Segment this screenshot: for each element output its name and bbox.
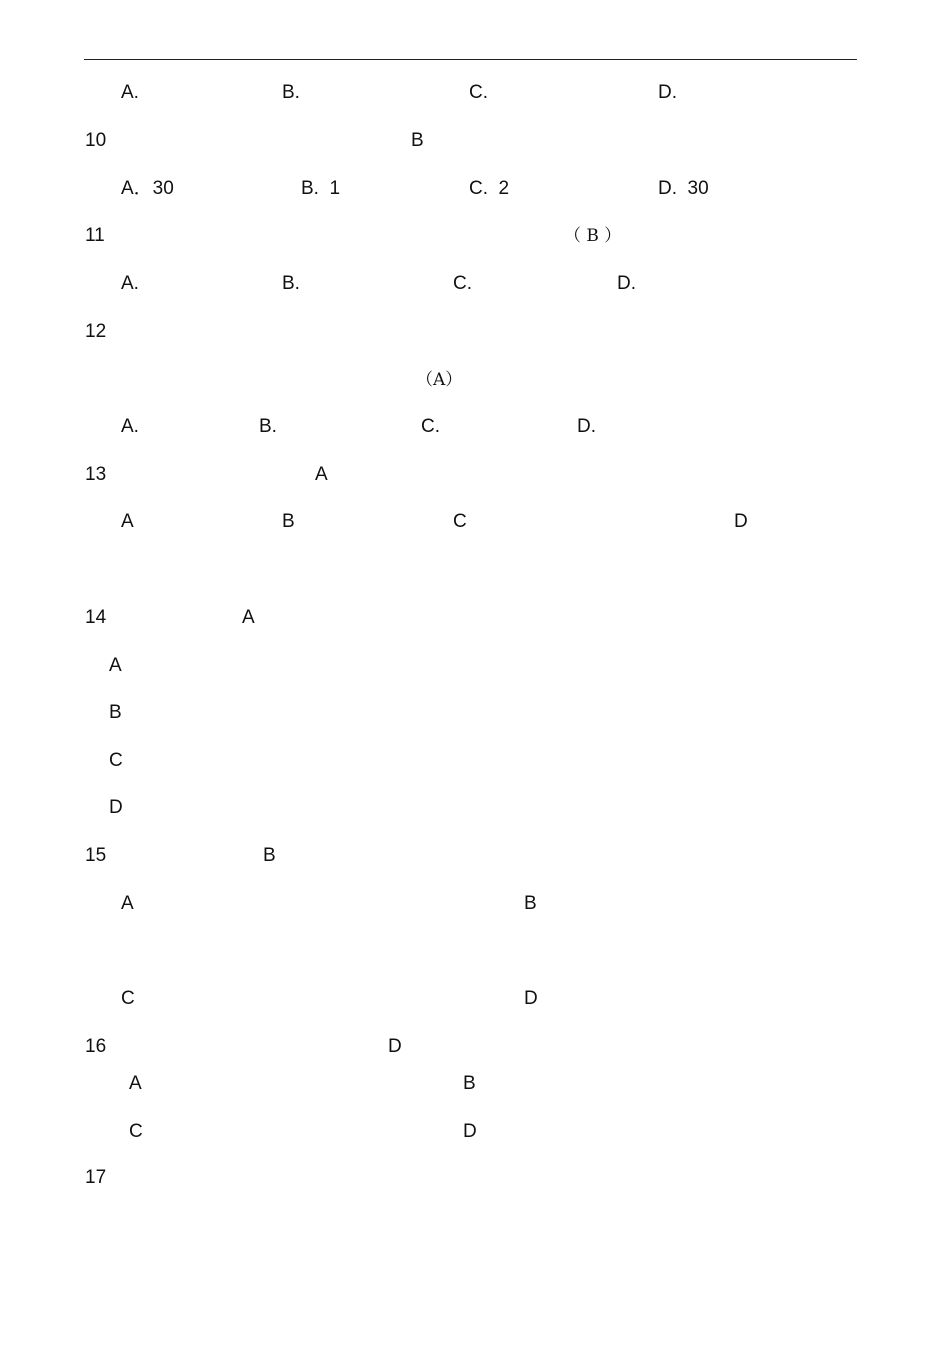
q9-option-b: B.: [282, 82, 300, 103]
q15-option-d: D: [524, 988, 538, 1009]
q12-option-c: C.: [421, 416, 440, 437]
q13-number: 13: [85, 464, 107, 485]
q12-option-a: A.: [121, 416, 139, 437]
q16-option-b: B: [463, 1073, 476, 1094]
q16-option-a: A: [129, 1073, 142, 1094]
q13-answer: A: [315, 464, 328, 485]
header-rule: [84, 59, 857, 60]
q10-option-b: B. 1: [301, 178, 341, 199]
q15-option-c: C: [121, 988, 135, 1009]
q14-option-d: D: [109, 797, 123, 818]
q14-option-c: C: [109, 750, 123, 771]
q13-option-c: C: [453, 511, 467, 532]
q12-answer: （A）: [416, 370, 463, 390]
q9-option-d: D.: [658, 82, 677, 103]
q10-answer: B: [411, 130, 424, 151]
q17-number: 17: [85, 1167, 107, 1188]
q9-option-c: C.: [469, 82, 488, 103]
q14-number: 14: [85, 607, 107, 628]
q14-answer: A: [242, 607, 255, 628]
q13-option-a: A: [121, 511, 134, 532]
q11-number: 11: [85, 225, 105, 246]
q16-number: 16: [85, 1036, 107, 1057]
q12-number: 12: [85, 321, 107, 342]
q12-option-b: B.: [259, 416, 277, 437]
q15-option-a: A: [121, 893, 134, 914]
q10-option-c: C. 2: [469, 178, 510, 199]
q11-option-d: D.: [617, 273, 636, 294]
q10-option-d: D. 30: [658, 178, 709, 199]
q16-option-c: C: [129, 1121, 143, 1142]
q14-option-a: A: [109, 655, 122, 676]
q10-number: 10: [85, 130, 107, 151]
q9-option-a: A.: [121, 82, 139, 103]
q16-answer: D: [388, 1036, 402, 1057]
q11-option-c: C.: [453, 273, 472, 294]
q11-option-b: B.: [282, 273, 300, 294]
q11-option-a: A.: [121, 273, 139, 294]
q16-option-d: D: [463, 1121, 477, 1142]
q13-option-d: D: [734, 511, 748, 532]
q14-option-b: B: [109, 702, 122, 723]
q12-option-d: D.: [577, 416, 596, 437]
q13-option-b: B: [282, 511, 295, 532]
q11-answer: （ B ）: [564, 226, 622, 246]
q15-answer: B: [263, 845, 276, 866]
q15-number: 15: [85, 845, 107, 866]
q10-option-a: A．30: [121, 178, 174, 199]
q15-option-b: B: [524, 893, 537, 914]
